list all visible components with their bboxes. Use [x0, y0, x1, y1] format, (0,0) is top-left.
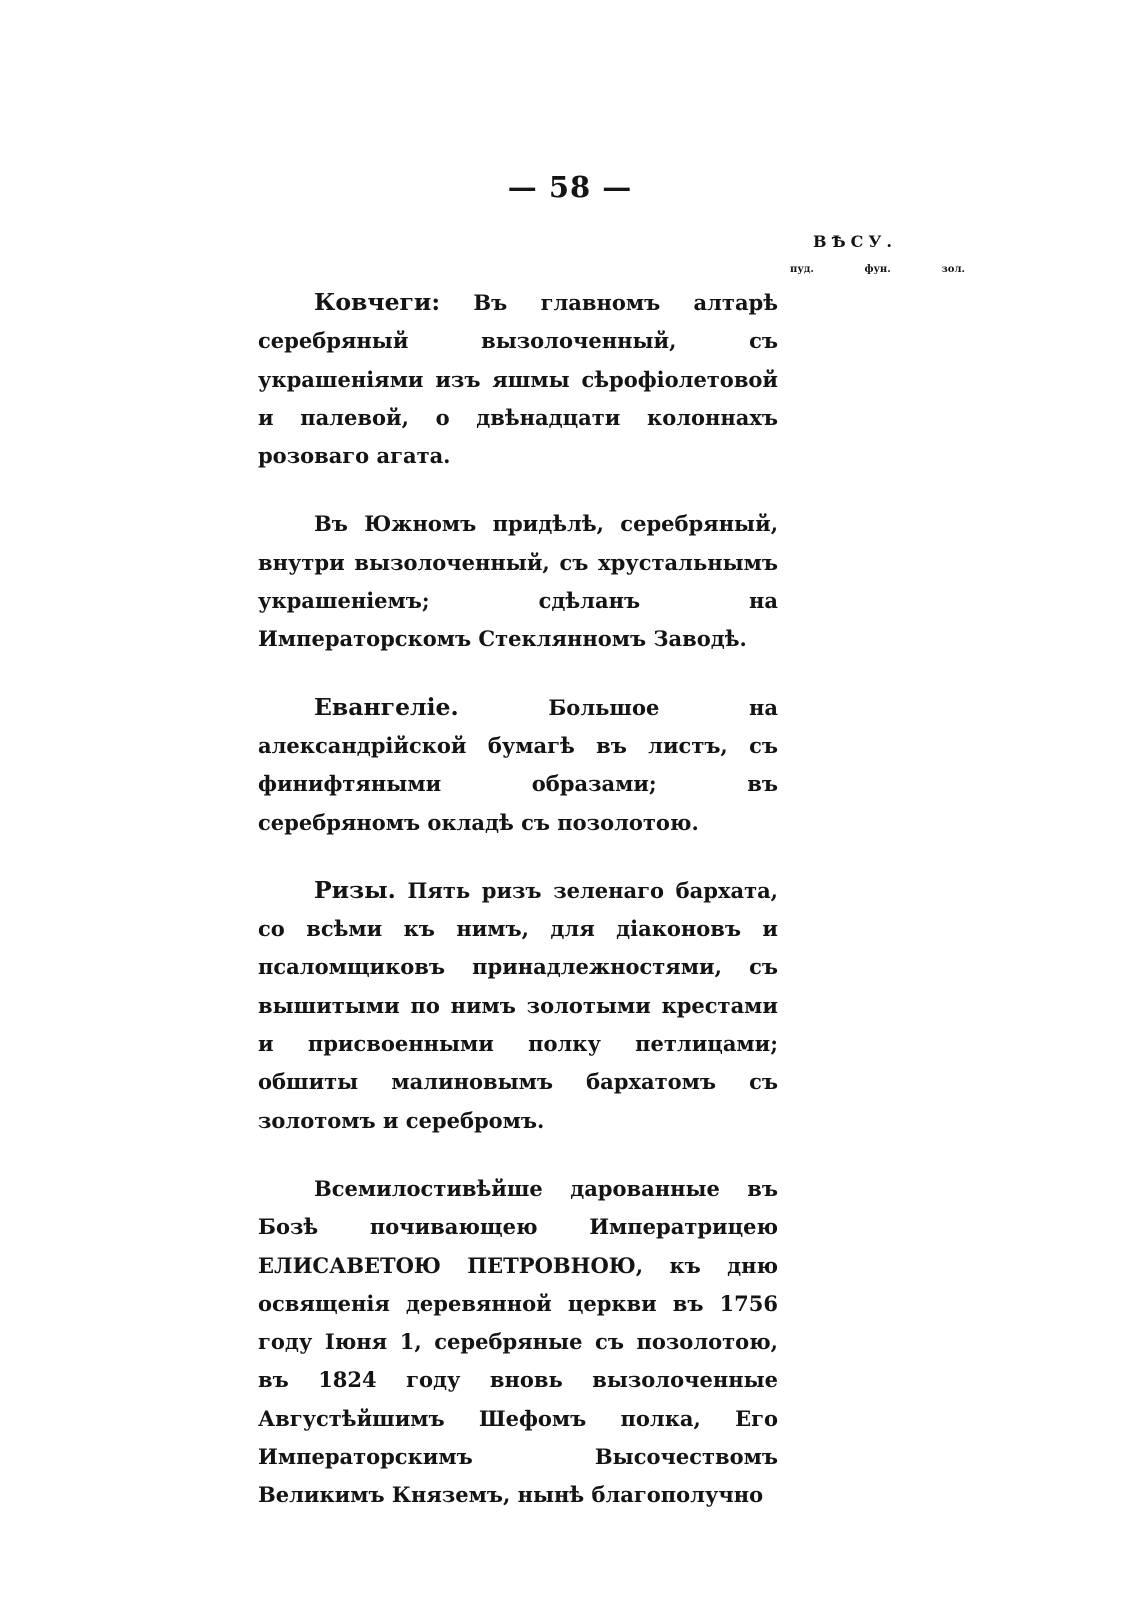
paragraph-kovchegi [258, 283, 778, 475]
paragraph-lead: Евангеліе. [314, 692, 459, 721]
paragraph-text: Въ главномъ алтарѣ серебряный вызолоченный, съ украшеніями изъ яшмы сѣрофіолетовой и палевой, о двѣнадцати колоннахъ розоваго агата. [258, 290, 778, 469]
weight-column-header: ВѢСУ. [813, 232, 897, 251]
unit-pud: пуд. [790, 264, 814, 275]
paragraph-lead: Ковчеги: [314, 288, 441, 316]
page-number: — 58 — [507, 170, 633, 204]
paragraph-lead: Ризы. [314, 875, 396, 904]
paragraph-text: Въ Южномъ придѣлѣ, серебряный, внутри вызолоченный, съ хрустальнымъ украшеніемъ; сдѣланъ на Императорскомъ Стеклянномъ Заводѣ. [258, 511, 778, 652]
paragraph-gifts [258, 1169, 778, 1515]
paragraph-text: Большое на александрійской бумагѣ въ листъ, съ финифтяными образами; въ серебряномъ окладѣ съ позолотою. [258, 694, 778, 835]
weight-units-row [790, 264, 965, 275]
unit-zolotnik: зол. [941, 264, 965, 275]
unit-funt: фун. [864, 264, 891, 275]
paragraph-south-chapel [258, 504, 778, 658]
paragraph-vestments [258, 871, 778, 1140]
paragraph-text: Пять ризъ зеленаго бархата, со всѣми къ нимъ, для діаконовъ и псаломщиковъ принадлежностями, съ вышитыми по нимъ золотыми крестами и присвоенными полку петлицами; обшиты малиновымъ бархатомъ съ золотомъ и серебромъ. [258, 877, 778, 1133]
paragraph-gospel [258, 688, 778, 842]
paragraph-text: Всемилостивѣйше дарованные въ Бозѣ почивающею Императрицею ЕЛИСАВЕТОЮ ПЕТРОВНОЮ, къ дню освященія деревянной церкви въ 1756 году Іюня 1, серебряные съ позолотою, въ 1824 году вновь вызолоченные Августѣйшимъ Шефомъ полка, Его Императорскимъ Высочествомъ Великимъ Княземъ, нынѣ благополучно [258, 1175, 778, 1508]
main-text [258, 283, 778, 1544]
